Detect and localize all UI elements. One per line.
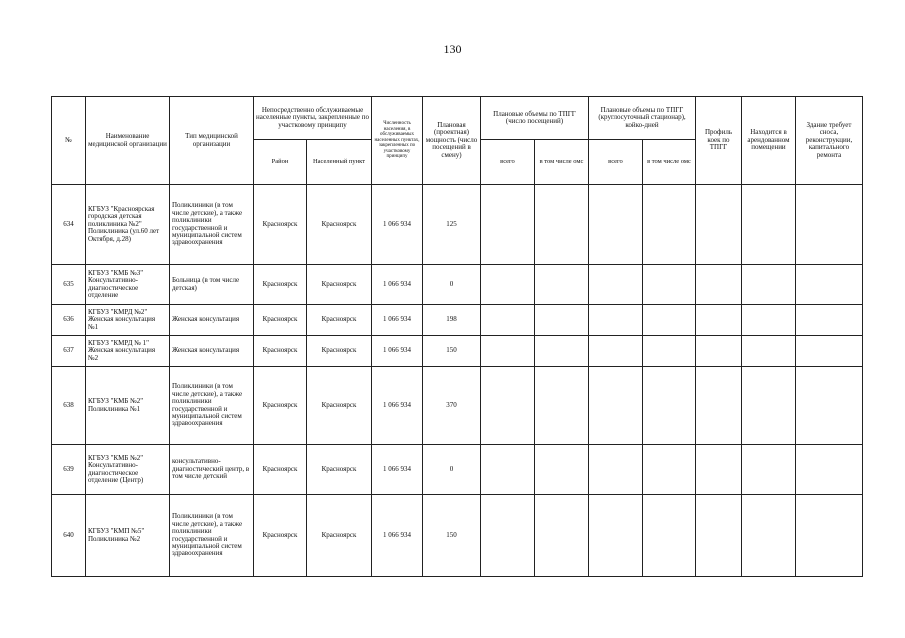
header-rented: Находится в арендованном помещении	[742, 97, 796, 185]
header-beds-oms: в том числе омс	[643, 140, 696, 185]
row-district: Красноярск	[254, 265, 307, 305]
header-org-name: Наименование медицинской организации	[86, 97, 170, 185]
header-bed-profile: Профиль коек по ТПГГ	[696, 97, 742, 185]
header-visits-group: Плановые объемы по ТПГГ (число посещений)	[481, 97, 589, 140]
table-row	[52, 367, 863, 445]
row-org-type: Больница (в том числе детская)	[170, 265, 254, 305]
row-population: 1 066 934	[372, 445, 423, 495]
row-org-name: КГБУЗ "КМБ №3" Консультативно-диагностическое отделение	[86, 265, 170, 305]
header-visits-total: всего	[481, 140, 535, 185]
row-district: Красноярск	[254, 445, 307, 495]
row-org-name: КГБУЗ "КМП №5" Поликлиника №2	[86, 495, 170, 577]
row-num: 636	[52, 305, 86, 336]
header-settlement: Населенный пункт	[307, 140, 372, 185]
row-org-type: Поликлиники (в том числе детские), а также поликлиники государственной и муниципальной систем здравоохранения	[170, 185, 254, 265]
row-org-name: КГБУЗ "КМБ №2" Консультативно-диагностическое отделение (Центр)	[86, 445, 170, 495]
row-settlement: Красноярск	[307, 367, 372, 445]
row-population: 1 066 934	[372, 495, 423, 577]
table-row	[52, 265, 863, 305]
row-num: 638	[52, 367, 86, 445]
header-org-type: Тип медицинской организации	[170, 97, 254, 185]
row-population: 1 066 934	[372, 265, 423, 305]
row-capacity: 150	[423, 336, 481, 367]
row-org-type: Женская консультация	[170, 336, 254, 367]
row-org-type: консультативно-диагностический центр, в том числе детский	[170, 445, 254, 495]
header-beds-total: всего	[589, 140, 643, 185]
row-org-type: Поликлиники (в том числе детские), а также поликлиники государственной и муниципальной систем здравоохранения	[170, 367, 254, 445]
row-org-name: КГБУЗ "КМБ №2" Поликлиника №1	[86, 367, 170, 445]
row-population: 1 066 934	[372, 305, 423, 336]
row-district: Красноярск	[254, 367, 307, 445]
row-org-name: КГБУЗ "Красноярская городская детская поликлиника №2" Поликлиника (ул.60 лет Октября, д.28)	[86, 185, 170, 265]
row-num: 635	[52, 265, 86, 305]
row-population: 1 066 934	[372, 185, 423, 265]
row-district: Красноярск	[254, 336, 307, 367]
row-capacity: 370	[423, 367, 481, 445]
row-org-name: КГБУЗ "КМРД № 1" Женская консультация №2	[86, 336, 170, 367]
header-capacity: Плановая (проектная) мощность (число посещений в смену)	[423, 97, 481, 185]
row-settlement: Красноярск	[307, 445, 372, 495]
row-district: Красноярск	[254, 495, 307, 577]
header-served-group: Непосредственно обслуживаемые населенные пункты, закрепленные по участковому принципу	[254, 97, 372, 140]
row-district: Красноярск	[254, 185, 307, 265]
facilities-table	[51, 96, 863, 577]
table-row	[52, 305, 863, 336]
row-num: 634	[52, 185, 86, 265]
row-org-type: Женская консультация	[170, 305, 254, 336]
row-capacity: 198	[423, 305, 481, 336]
row-settlement: Красноярск	[307, 305, 372, 336]
header-building: Здание требует сноса, реконструкции, капитального ремонта	[796, 97, 863, 185]
row-capacity: 125	[423, 185, 481, 265]
row-org-type: Поликлиники (в том числе детские), а также поликлиники государственной и муниципальной систем здравоохранения	[170, 495, 254, 577]
row-capacity: 0	[423, 445, 481, 495]
header-district: Район	[254, 140, 307, 185]
row-settlement: Красноярск	[307, 265, 372, 305]
table-row	[52, 445, 863, 495]
table-row	[52, 495, 863, 577]
row-population: 1 066 934	[372, 367, 423, 445]
table-row	[52, 336, 863, 367]
row-org-name: КГБУЗ "КМРД №2" Женская консультация №1	[86, 305, 170, 336]
header-beds-group: Плановые объемы по ТПГГ (круглосуточный стационар), койко-дней	[589, 97, 696, 140]
row-district: Красноярск	[254, 305, 307, 336]
row-settlement: Красноярск	[307, 495, 372, 577]
row-num: 639	[52, 445, 86, 495]
row-settlement: Красноярск	[307, 336, 372, 367]
row-num: 640	[52, 495, 86, 577]
row-capacity: 0	[423, 265, 481, 305]
header-visits-oms: в том числе омс	[535, 140, 589, 185]
table-row	[52, 185, 863, 265]
header-num: №	[52, 97, 86, 185]
page-number: 130	[443, 42, 462, 56]
row-population: 1 066 934	[372, 336, 423, 367]
row-capacity: 150	[423, 495, 481, 577]
row-settlement: Красноярск	[307, 185, 372, 265]
row-num: 637	[52, 336, 86, 367]
header-population: Численность населения, в обслуживаемых населенных пунктах, закрепленных по участковому принципу	[372, 97, 423, 185]
